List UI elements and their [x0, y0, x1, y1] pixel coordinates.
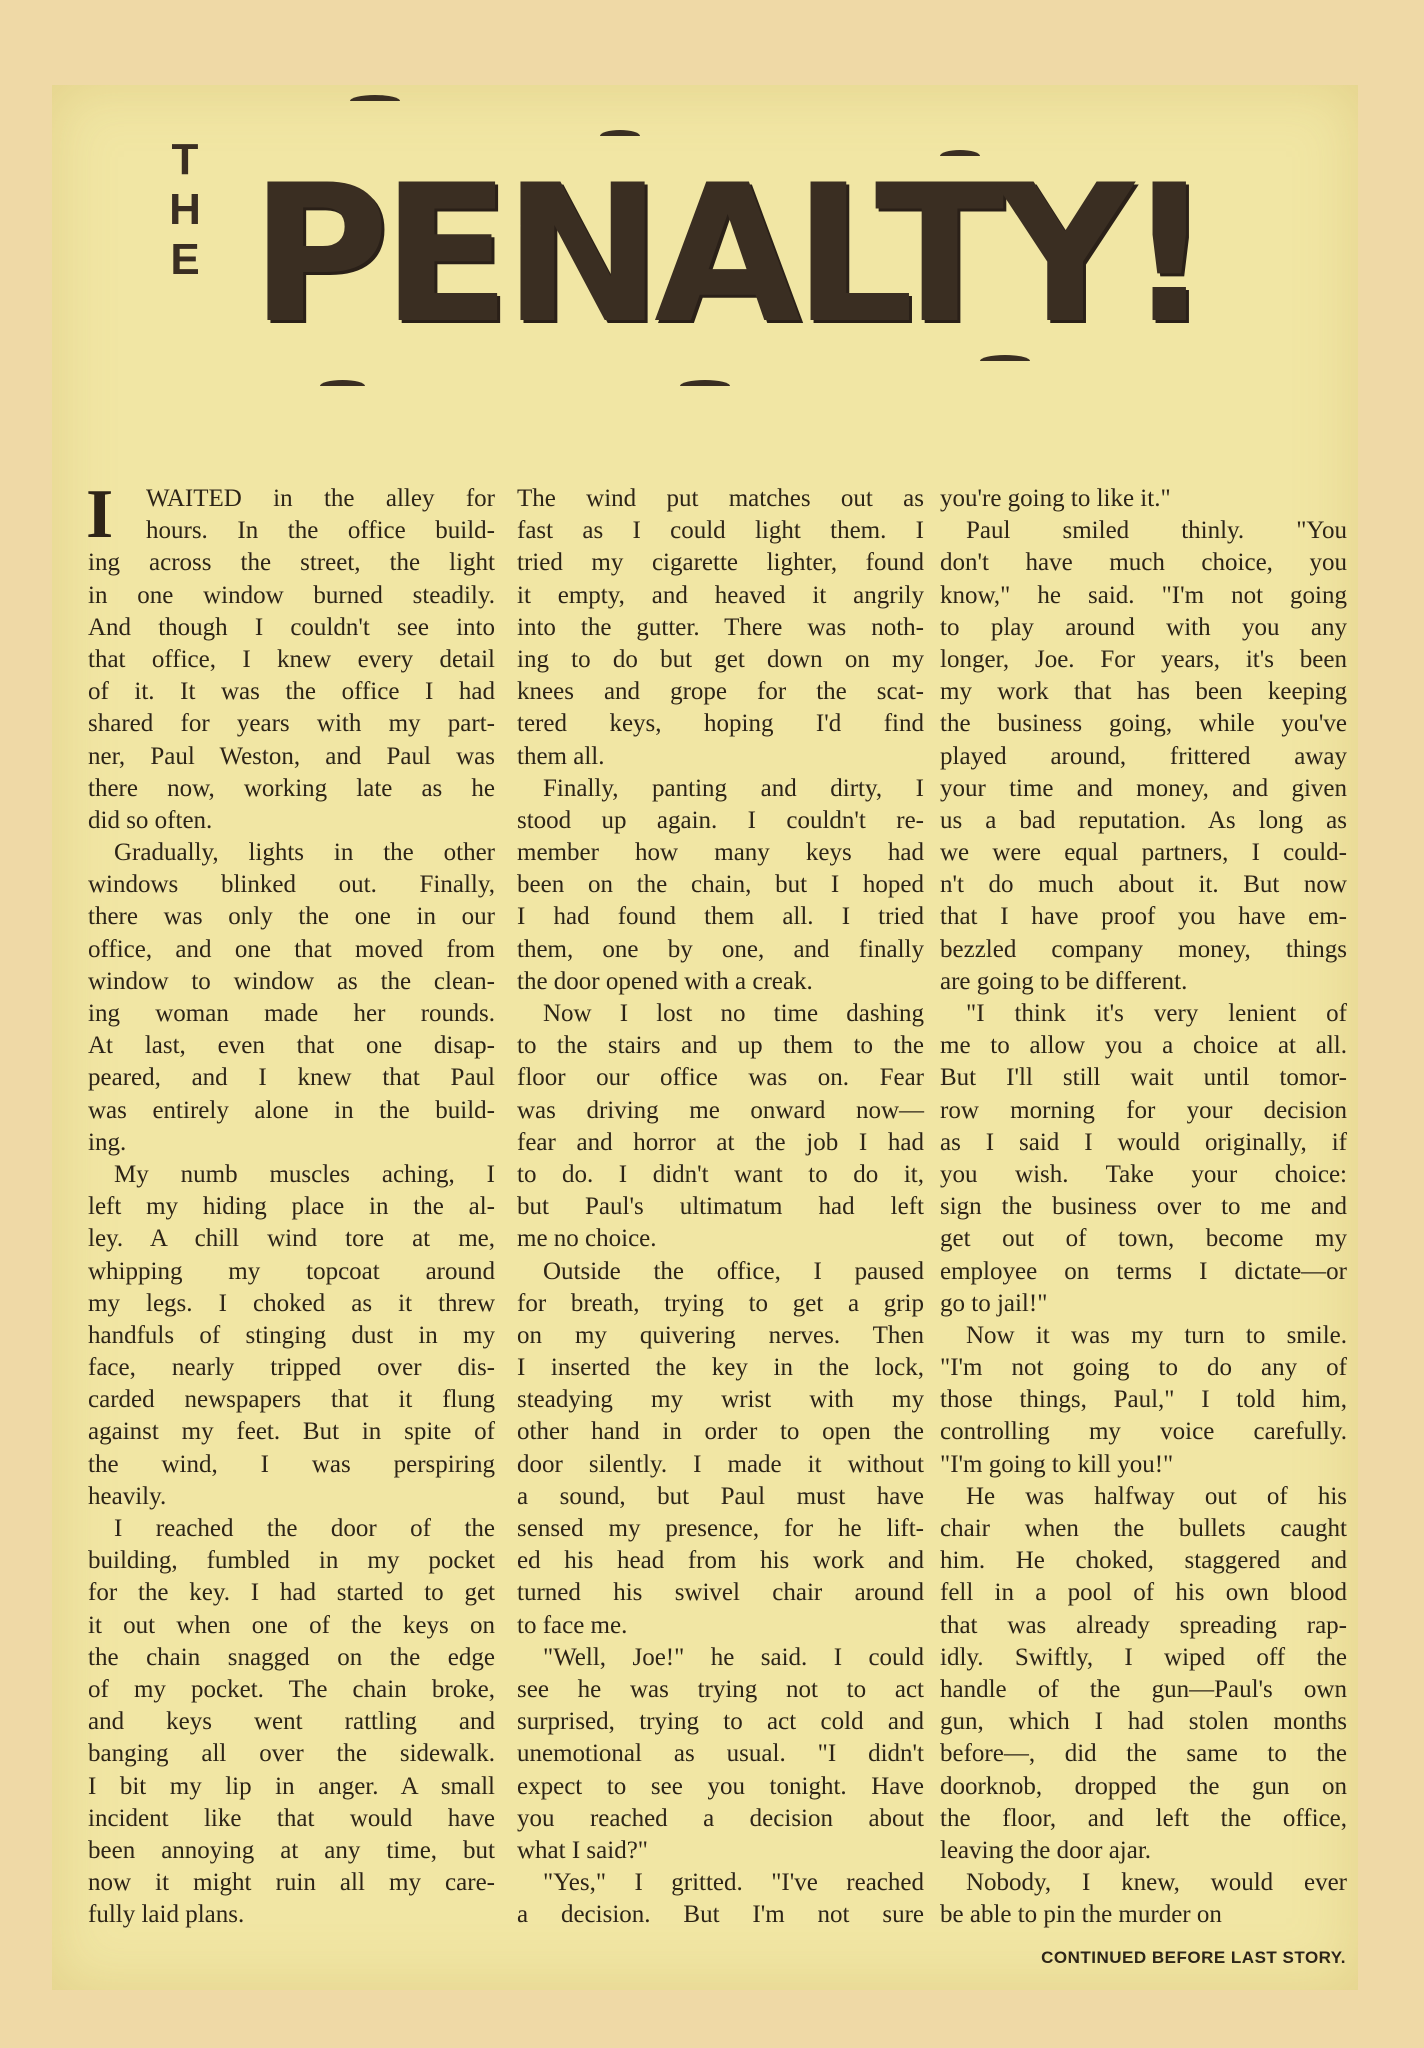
text-line: against my feet. But in spite of — [88, 1418, 495, 1446]
text-line: other hand in order to open the — [517, 1418, 924, 1446]
text-line: And though I couldn't see into — [88, 613, 495, 641]
text-column-1 — [86, 476, 495, 1931]
text-line: incident like that would have — [88, 1804, 495, 1832]
text-line: been annoying at any time, but — [88, 1836, 495, 1864]
text-line: the wind, I was perspiring — [88, 1450, 495, 1478]
text-line: At last, even that one disap- — [88, 1032, 495, 1060]
title-the — [160, 135, 210, 285]
text-line: windows blinked out. Finally, — [88, 871, 495, 899]
text-line: idly. Swiftly, I wiped off the — [940, 1643, 1347, 1671]
text-line: Finally, panting and dirty, I — [543, 774, 924, 802]
text-line: I inserted the key in the lock, — [517, 1354, 924, 1382]
text-line: know," he said. "I'm not going — [940, 581, 1347, 609]
text-line: bezzled company money, things — [940, 935, 1347, 963]
text-line: but Paul's ultimatum had left — [517, 1193, 924, 1221]
text-line: a decision. But I'm not sure — [517, 1901, 924, 1929]
text-line: ner, Paul Weston, and Paul was — [88, 742, 495, 770]
text-line: employee on terms I dictate—or — [940, 1257, 1347, 1285]
text-line: building, fumbled in my pocket — [88, 1547, 495, 1575]
text-line: I bit my lip in anger. A small — [88, 1772, 495, 1800]
text-line: surprised, trying to act cold and — [517, 1708, 924, 1736]
text-line: to the stairs and up them to the — [517, 1032, 924, 1060]
text-line: face, nearly tripped over dis- — [88, 1354, 495, 1382]
text-line: don't have much choice, you — [940, 549, 1347, 577]
text-line: my legs. I choked as it threw — [88, 1289, 495, 1317]
text-line: a sound, but Paul must have — [517, 1482, 924, 1510]
text-line: of it. It was the office I had — [88, 678, 495, 706]
text-line: played around, frittered away — [940, 742, 1347, 770]
text-line: are going to be different. — [940, 967, 1188, 995]
text-line: you're going to like it." — [940, 485, 1171, 512]
text-line: been on the chain, but I hoped — [517, 871, 924, 899]
text-line: n't do much about it. But now — [940, 871, 1347, 899]
text-line: sensed my presence, for he lift- — [517, 1515, 924, 1542]
text-line: handle of the gun—Paul's own — [940, 1675, 1347, 1703]
continued-note: CONTINUED BEFORE LAST STORY. — [1041, 1948, 1346, 1967]
text-line: that office, I knew every detail — [88, 645, 495, 673]
text-line: that I have proof you have em- — [940, 903, 1347, 931]
text-line: into the gutter. There was noth- — [517, 613, 924, 641]
text-line: tered keys, hoping I'd find — [517, 710, 924, 738]
text-line: sign the business over to me and — [940, 1193, 1347, 1221]
text-line: leaving the door ajar. — [940, 1836, 1152, 1864]
text-line: Paul smiled thinly. "You — [966, 517, 1347, 545]
text-line: now it might ruin all my care- — [88, 1869, 495, 1897]
text-line: get out of town, become my — [940, 1225, 1347, 1253]
text-line: the business going, while you've — [940, 710, 1347, 738]
text-line: you reached a decision about — [517, 1804, 924, 1832]
text-column-3 — [940, 483, 1347, 1931]
text-line: us a bad reputation. As long as — [940, 806, 1347, 834]
text-line: banging all over the sidewalk. — [88, 1740, 495, 1768]
text-line: tried my cigarette lighter, found — [517, 549, 924, 577]
text-line: be able to pin the murder on — [940, 1901, 1222, 1929]
text-line: WAITED in the alley for — [146, 485, 495, 512]
text-line: there now, working late as he — [88, 774, 495, 802]
title-the-letter: E — [170, 235, 200, 284]
text-line: handfuls of stinging dust in my — [88, 1321, 495, 1349]
text-line: ing. — [88, 1128, 127, 1156]
text-line: "Well, Joe!" he said. I could — [543, 1643, 924, 1671]
text-line: whipping my topcoat around — [88, 1257, 495, 1285]
text-line: chair when the bullets caught — [940, 1515, 1347, 1542]
text-line: The wind put matches out as — [517, 485, 924, 512]
text-line: it out when one of the keys on — [88, 1611, 495, 1639]
text-line: expect to see you tonight. Have — [517, 1772, 924, 1800]
text-line: Now it was my turn to smile. — [966, 1321, 1347, 1349]
text-line: see he was trying not to act — [517, 1675, 924, 1703]
text-line: "I think it's very lenient of — [966, 1000, 1347, 1027]
text-line: peared, and I knew that Paul — [88, 1064, 495, 1092]
text-line: in one window burned steadily. — [88, 581, 495, 609]
title-motion-dash — [320, 380, 365, 392]
text-line: But I'll still wait until tomor- — [940, 1064, 1347, 1092]
text-line: was driving me onward now— — [517, 1096, 924, 1124]
text-line: that was already spreading rap- — [940, 1611, 1347, 1639]
text-line: Outside the office, I paused — [543, 1257, 924, 1285]
text-line: I had found them all. I tried — [517, 903, 924, 931]
text-line: ing across the street, the light — [88, 549, 495, 577]
text-line: I reached the door of the — [114, 1515, 495, 1542]
text-line: was entirely alone in the build- — [88, 1096, 495, 1124]
text-line: left my hiding place in the al- — [88, 1193, 495, 1221]
text-line: what I said?" — [517, 1836, 648, 1864]
text-line: him. He choked, staggered and — [940, 1547, 1347, 1575]
text-line: steadying my wrist with my — [517, 1386, 924, 1414]
title-motion-dash — [980, 355, 1030, 367]
text-line: "I'm going to kill you!" — [940, 1450, 1174, 1478]
text-line: door silently. I made it without — [517, 1450, 924, 1478]
text-line: fast as I could light them. I — [517, 517, 924, 545]
text-column-2 — [517, 483, 924, 1931]
text-line: did so often. — [88, 806, 213, 834]
text-line: it empty, and heaved it angrily — [517, 581, 924, 609]
title-motion-dash — [600, 130, 640, 142]
text-line: window to window as the clean- — [88, 967, 495, 995]
title-penalty: PENALTY! — [250, 144, 1205, 365]
title-motion-dash — [680, 380, 730, 392]
text-line: you wish. Take your choice: — [940, 1160, 1347, 1188]
text-line: Now I lost no time dashing — [543, 1000, 924, 1027]
text-line: ing woman made her rounds. — [88, 1000, 495, 1027]
text-line: My numb muscles aching, I — [114, 1160, 495, 1188]
text-line: fell in a pool of his own blood — [940, 1579, 1347, 1607]
text-line: controlling my voice carefully. — [940, 1418, 1347, 1446]
text-line: to face me. — [517, 1611, 628, 1639]
text-line: the floor, and left the office, — [940, 1804, 1347, 1832]
text-line: floor our office was on. Fear — [517, 1064, 924, 1092]
text-line: unemotional as usual. "I didn't — [517, 1740, 924, 1768]
text-line: doorknob, dropped the gun on — [940, 1772, 1347, 1800]
text-line: turned his swivel chair around — [517, 1579, 924, 1607]
text-line: me to allow you a choice at all. — [940, 1032, 1347, 1060]
text-line: longer, Joe. For years, it's been — [940, 645, 1347, 673]
text-line: before—, did the same to the — [940, 1740, 1347, 1768]
title-the-letter: T — [171, 135, 199, 184]
text-line: fear and horror at the job I had — [517, 1128, 924, 1156]
text-line: go to jail!" — [940, 1289, 1048, 1317]
text-line: Gradually, lights in the other — [114, 839, 495, 867]
text-line: Nobody, I knew, would ever — [966, 1869, 1347, 1897]
text-line: ley. A chill wind tore at me, — [88, 1225, 495, 1253]
text-line: them all. — [517, 742, 605, 770]
text-line: on my quivering nerves. Then — [517, 1321, 924, 1349]
text-line: fully laid plans. — [88, 1901, 245, 1929]
text-line: gun, which I had stolen months — [940, 1708, 1347, 1736]
text-line: the chain snagged on the edge — [88, 1643, 495, 1671]
title-motion-dash — [350, 95, 400, 107]
text-line: ing to do but get down on my — [517, 645, 924, 673]
text-line: shared for years with my part- — [88, 710, 495, 738]
text-line: He was halfway out of his — [966, 1482, 1347, 1510]
text-line: them, one by one, and finally — [517, 935, 924, 963]
text-line: heavily. — [88, 1482, 167, 1510]
text-line: "Yes," I gritted. "I've reached — [543, 1869, 924, 1897]
text-line: my work that has been keeping — [940, 678, 1347, 706]
text-line: there was only the one in our — [88, 903, 495, 931]
text-line: row morning for your decision — [940, 1096, 1347, 1124]
title-motion-dash — [940, 150, 980, 162]
text-line: your time and money, and given — [940, 774, 1347, 802]
text-line: to do. I didn't want to do it, — [517, 1160, 924, 1188]
text-line: carded newspapers that it flung — [88, 1386, 495, 1414]
text-line: to play around with you any — [940, 613, 1347, 641]
text-line: of my pocket. The chain broke, — [88, 1675, 495, 1703]
text-line: member how many keys had — [517, 839, 924, 867]
text-line: those things, Paul," I told him, — [940, 1386, 1347, 1414]
text-line: and keys went rattling and — [88, 1708, 495, 1736]
text-line: office, and one that moved from — [88, 935, 495, 963]
text-line: we were equal partners, I could- — [940, 839, 1347, 867]
story-title — [120, 95, 1320, 425]
text-line: the door opened with a creak. — [517, 967, 813, 995]
text-line: ed his head from his work and — [517, 1547, 924, 1575]
text-line: "I'm not going to do any of — [940, 1354, 1347, 1382]
text-line: stood up again. I couldn't re- — [517, 806, 924, 834]
title-the-letter: H — [169, 185, 201, 234]
drop-cap: I — [86, 476, 114, 553]
text-line: me no choice. — [517, 1225, 657, 1253]
text-line: hours. In the office build- — [146, 517, 495, 545]
text-line: for the key. I had started to get — [88, 1579, 495, 1607]
text-line: knees and grope for the scat- — [517, 678, 924, 706]
text-line: as I said I would originally, if — [940, 1128, 1347, 1156]
text-line: for breath, trying to get a grip — [517, 1289, 924, 1317]
